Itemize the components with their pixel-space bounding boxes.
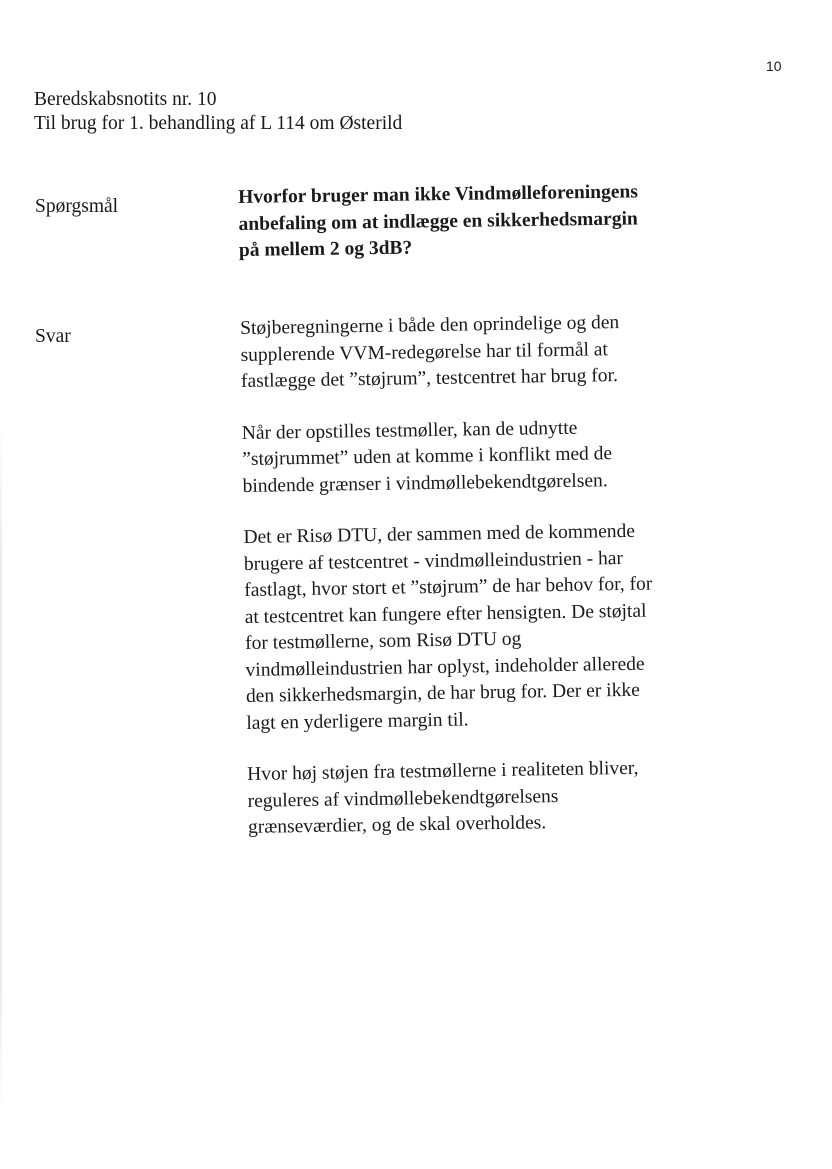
question-text [238, 178, 719, 264]
answer-line: bindende grænser i vindmøllebekendtgørelsen. [242, 469, 608, 497]
question-label: Spørgsmål [35, 196, 119, 217]
question-line: Hvorfor bruger man ikke Vindmølleforeningens [238, 181, 639, 208]
answer-line: fastlagt, hvor stort et ”støjrum” de har behov for, for [244, 573, 653, 601]
answer-line: for testmøllerne, som Risø DTU og [244, 628, 522, 654]
answer-line: reguleres af vindmøllebekendtgørelsens [247, 785, 559, 812]
answer-line: den sikkerhedsmargin, de har brug for. Der er ikke [245, 679, 640, 707]
answer-paragraph [247, 754, 728, 841]
answer-text [240, 308, 729, 866]
answer-line: Når der opstilles testmøller, kan de udnytte [241, 417, 578, 444]
answer-line: lagt en yderligere margin til. [246, 708, 469, 734]
question-line: på mellem 2 og 3dB? [238, 237, 413, 261]
header-subtitle: Til brug for 1. behandling af L 114 om Østerild [34, 113, 403, 134]
question-line: anbefaling om at indlægge en sikkerhedsmargin [238, 207, 638, 235]
answer-line: brugere af testcentret - vindmølleindustrien - har [243, 547, 624, 575]
answer-line: Hvor høj støjen fra testmøllerne i realiteten bliver, [247, 757, 639, 785]
answer-paragraph [243, 517, 726, 737]
answer-label: Svar [35, 326, 71, 347]
answer-line: fastlægge det ”støjrum”, testcentret har brug for. [240, 365, 619, 392]
document-header [34, 88, 402, 136]
header-title: Beredskabsnotits nr. 10 [34, 89, 217, 110]
scan-edge-shadow [0, 420, 2, 1120]
answer-line: vindmølleindustrien har oplyst, indeholder allerede [245, 653, 645, 681]
answer-line: ”støjrummet” uden at komme i konflikt med de [242, 443, 613, 470]
answer-paragraph [240, 308, 721, 395]
answer-line: Støjberegningerne i både den oprindelige og den [240, 312, 620, 339]
answer-paragraph [242, 413, 723, 500]
answer-line: Det er Risø DTU, der sammen med de kommende [243, 520, 636, 548]
answer-line: grænseværdier, og de skal overholdes. [247, 812, 547, 838]
page-number: 10 [766, 58, 782, 74]
answer-line: at testcentret kan fungere efter hensigten. De støjtal [244, 600, 647, 628]
answer-line: supplerende VVM-redegørelse har til formål at [240, 338, 609, 366]
